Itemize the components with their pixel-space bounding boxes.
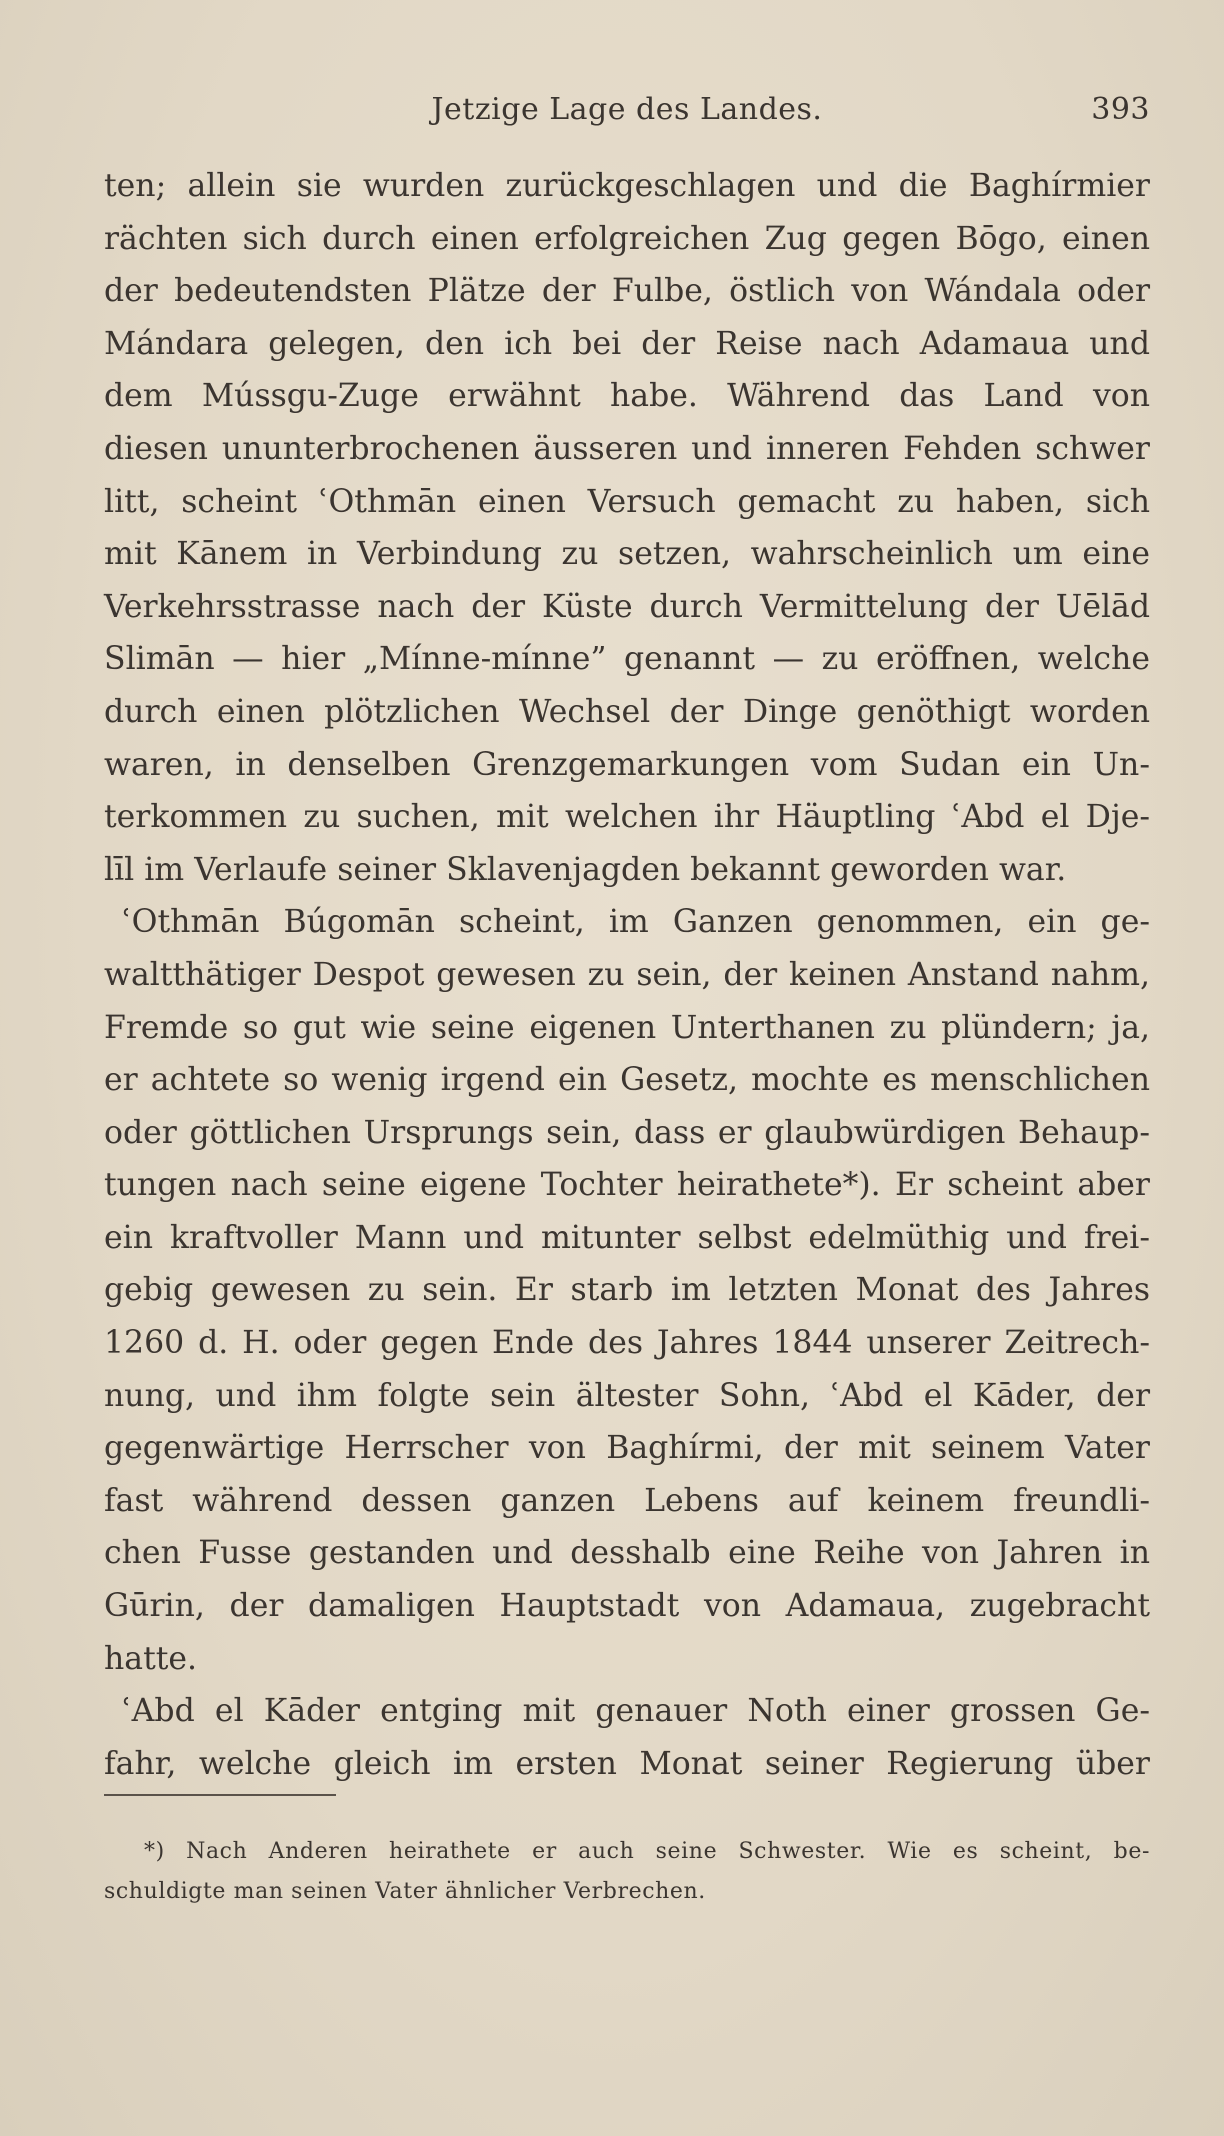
text-line: līl im Verlaufe seiner Sklavenjagden bekannt geworden war. <box>104 851 1067 888</box>
text-line: Mándara gelegen, den ich bei der Reise nach Adamaua und <box>104 325 1150 362</box>
footnotes <box>104 1832 1150 1912</box>
text-line: 1260 d. H. oder gegen Ende des Jahres 1844 unserer Zeitrech- <box>104 1325 1150 1362</box>
text-line: oder göttlichen Ursprungs sein, dass er glaubwürdigen Behaup- <box>104 1114 1150 1151</box>
text-line: litt, scheint ʿOthmān einen Versuch gemacht zu haben, sich <box>104 483 1150 520</box>
text-line: mit Kānem in Verbindung zu setzen, wahrscheinlich um eine <box>104 536 1150 573</box>
text-line: terkommen zu suchen, mit welchen ihr Häuptling ʿAbd el Dje- <box>104 799 1150 836</box>
text-line: Verkehrsstrasse nach der Küste durch Vermittelung der Uēlād <box>104 588 1150 625</box>
text-line: fahr, welche gleich im ersten Monat seiner Regierung über <box>104 1745 1150 1782</box>
text-line: der bedeutendsten Plätze der Fulbe, östlich von Wándala oder <box>104 273 1150 310</box>
text-line: chen Fusse gestanden und desshalb eine Reihe von Jahren in <box>104 1535 1150 1572</box>
text-line: tungen nach seine eigene Tochter heirathete*). Er scheint aber <box>104 1167 1150 1204</box>
text-line: waltthätiger Despot gewesen zu sein, der keinen Anstand nahm, <box>104 956 1150 993</box>
text-line: gegenwärtige Herrscher von Baghírmi, der mit seinem Vater <box>104 1430 1150 1467</box>
text-line: Gūrin, der damaligen Hauptstadt von Adamaua, zugebracht <box>104 1588 1150 1625</box>
text-line: ʿAbd el Kāder entging mit genauer Noth einer grossen Ge- <box>122 1693 1150 1730</box>
page-number: 393 <box>1091 92 1150 127</box>
text-line: diesen ununterbrochenen äusseren und inneren Fehden schwer <box>104 430 1150 467</box>
footnote-divider <box>104 1794 336 1796</box>
body-text <box>104 160 1150 1790</box>
text-line: ten; allein sie wurden zurückgeschlagen und die Baghírmier <box>104 168 1150 204</box>
text-line: ʿOthmān Búgomān scheint, im Ganzen genommen, ein ge- <box>122 904 1150 941</box>
text-line: gebig gewesen zu sein. Er starb im letzten Monat des Jahres <box>104 1272 1150 1309</box>
footnote-line: schuldigte man seinen Vater ähnlicher Verbrechen. <box>104 1879 706 1904</box>
text-line: Fremde so gut wie seine eigenen Unterthanen zu plündern; ja, <box>104 1009 1150 1046</box>
text-line: hatte. <box>104 1640 198 1677</box>
text-line: waren, in denselben Grenzgemarkungen vom Sudan ein Un- <box>104 746 1150 783</box>
text-line: nung, und ihm folgte sein ältester Sohn, ʿAbd el Kāder, der <box>104 1377 1150 1414</box>
running-head <box>104 92 1150 132</box>
running-title: Jetzige Lage des Landes. <box>431 92 823 127</box>
text-line: ein kraftvoller Mann und mitunter selbst edelmüthig und frei- <box>104 1219 1150 1256</box>
text-line: Slimān — hier „Mínne-mínne” genannt — zu eröffnen, welche <box>104 641 1150 678</box>
text-line: dem Mússgu-Zuge erwähnt habe. Während das Land von <box>104 378 1150 415</box>
text-line: durch einen plötzlichen Wechsel der Dinge genöthigt worden <box>104 693 1150 730</box>
text-line: fast während dessen ganzen Lebens auf keinem freundli- <box>104 1482 1150 1519</box>
footnote-line: *) Nach Anderen heirathete er auch seine Schwester. Wie es scheint, be- <box>144 1839 1150 1864</box>
text-line: rächten sich durch einen erfolgreichen Zug gegen Bōgo, einen <box>104 220 1150 257</box>
text-line: er achtete so wenig irgend ein Gesetz, mochte es menschlichen <box>104 1062 1150 1099</box>
